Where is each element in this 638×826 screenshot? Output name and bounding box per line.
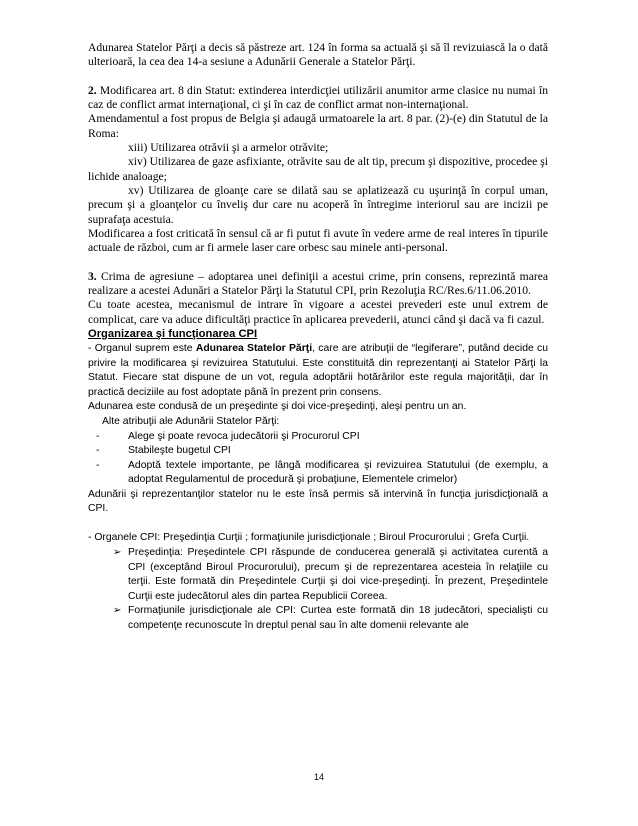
list-item-text: Formaţiunile jurisdicţionale ale CPI: Curtea este formată din 18 judecători, specialişti cu competenţe recunoscute în dreptul penal sau în alte domenii relevante ale (128, 605, 548, 631)
page-number: 14 (313, 772, 324, 782)
paragraph-limitation: Adunării şi reprezentanţilor statelor nu le este însă permis să intervină în funcţia jurisdicţională a CPI. (88, 488, 548, 515)
paragraph-leadership: Adunarea este condusă de un preşedinte şi doi vice-preşedinţi, aleşi pentru un an. (88, 401, 467, 413)
item-number: 3. (88, 269, 97, 283)
list-item-text: Stabileşte bugetul CPI (128, 445, 231, 457)
list-item-text: Adoptă textele importante, pe lângă modificarea şi revizuirea Statutului (de exemplu, a adoptat Regulamentul de procedură şi probaţiune, Elementele crimelor) (128, 459, 548, 486)
paragraph-supreme-organ (88, 342, 548, 400)
list-item (88, 546, 548, 604)
paragraph-organs: - Organele CPI: Preşedinţia Curţii ; formaţiunile jurisdicţionale ; Biroul Procurorului ; Grefa Curţii. (88, 532, 530, 544)
list-item-text: Alege şi poate revoca judecătorii şi Procurorul CPI (128, 430, 360, 442)
list-item (88, 459, 548, 488)
paragraph-xv: xv) Utilizarea de gloanţe care se dilată sau se aplatizează cu uşurinţă în corpul uman, precum şi a gloanţelor cu înveliş dur care nu acoperă în întregime interiorul sau are incizii pe suprafaţa acestuia. (88, 183, 548, 226)
organ-text: , care are atribuţii de “legiferare”, putând decide cu privire la modificarea şi revizuirea Statutului. Este constituită din reprezentanţi ai Statelor Părţi la Statut. Fiecare stat dispune de un vot, regula adoptării hotărârilor este regula majorităţii, dar în practică deciziile au fost adoptate până în prezent prin consens. (88, 342, 549, 398)
paragraph-art-124: Adunarea Statelor Părţi a decis să păstreze art. 124 în forma sa actuală şi să îl revizuiască la o dată ulterioară, la cea dea 14-a sesiune a Adunării Generale a Statelor Părţi. (88, 41, 548, 69)
spacer (88, 517, 548, 531)
attributions-intro: Alte atribuţii ale Adunării Statelor Părţi: (102, 415, 280, 427)
dash-marker: - (96, 459, 100, 471)
section-heading: Organizarea şi funcţionarea CPI (88, 327, 258, 340)
arrow-bullet-icon: ➢ (113, 546, 122, 558)
paragraph-text: Crima de agresiune – adoptarea unei definiţii a acestui crime, prin consens, reprezintă marea realizare a acestei Adunări a Statelor Părţi la Statutul CPI, prin Rezoluţia RC/Res.6/11.06.2010. (88, 269, 548, 298)
paragraph-xiv: xiv) Utilizarea de gaze asfixiante, otrăvite sau de alt tip, precum şi dispozitive, procedee şi lichide analoage; (88, 155, 548, 183)
attributions-list (88, 430, 548, 488)
spacer (88, 255, 548, 269)
dash-marker: - (96, 430, 100, 442)
organ-prefix: - Organul suprem este (88, 342, 196, 354)
spacer (88, 70, 548, 84)
paragraph-text: Modificarea art. 8 din Statut: extinderea interdicţiei utilizării anumitor arme clasice nu numai în caz de conflict armat internaţional, ci şi în caz de conflict armat non-internaţional. (88, 83, 548, 112)
paragraph-aggression (88, 270, 548, 299)
list-item (88, 430, 548, 445)
list-item (88, 604, 548, 633)
paragraph-amendment: Amendamentul a fost propus de Belgia şi adaugă urmatoarele la art. 8 par. (2)-(e) din Statutul de la Roma: (88, 112, 548, 140)
page-body (88, 41, 548, 634)
organ-name: Adunarea Statelor Părţi (195, 342, 313, 354)
list-item (88, 444, 548, 459)
paragraph-criticism: Modificarea a fost criticată în sensul că ar fi putut fi avute în vedere arme de real interes în tipurile actuale de război, cum ar fi armele laser care orbesc sau minele anti-personal. (88, 226, 548, 255)
paragraph-art-8 (88, 84, 548, 113)
arrow-bullet-icon: ➢ (113, 605, 122, 617)
dash-marker: - (96, 445, 100, 457)
paragraph-xiii: xiii) Utilizarea otrăvii şi a armelor otrăvite; (128, 141, 329, 155)
list-item-text: Preşedinţia: Preşedintele CPI răspunde de conducerea generală şi activitatea curentă a CPI (exceptând Biroul Procurorului), precum şi de reprezentarea acesteia în relaţiile cu terţii. Este formată din Preşedintele Curţii şi doi vice-preşedinţi. În prezent, Preşedintele Curţii este judecătorul ales din partea Republicii Coreea. (128, 546, 548, 602)
item-number: 2. (88, 83, 97, 97)
section-organization (88, 327, 548, 634)
paragraph-mechanism: Cu toate acestea, mecanismul de intrare în vigoare a acestei prevederi este unul extrem de complicat, care va aduce dificultăţi practice în aplicarea prevederii, atunci când şi dacă va fi cazul. (88, 298, 548, 326)
organs-list (88, 546, 548, 634)
